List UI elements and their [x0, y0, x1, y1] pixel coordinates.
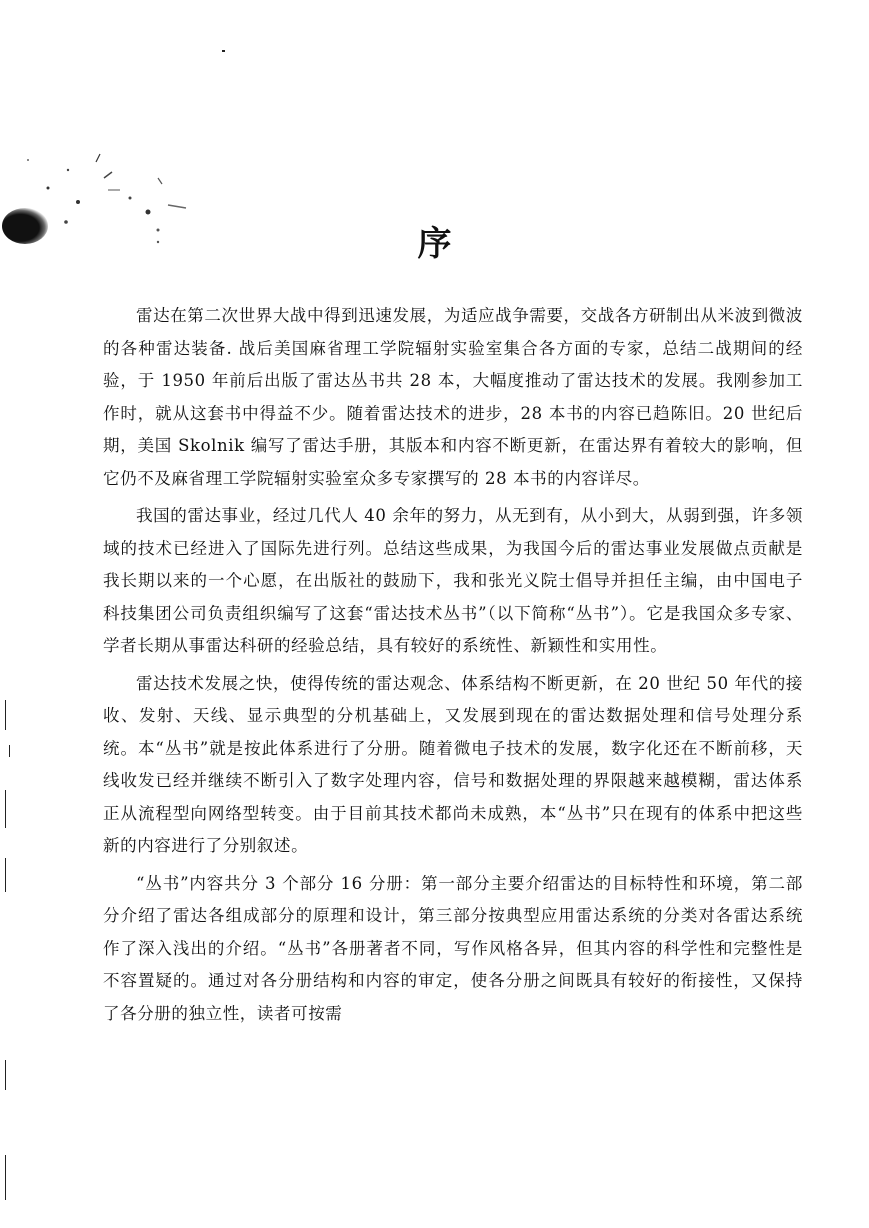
scan-line [5, 700, 6, 730]
body-text [103, 300, 803, 1030]
scan-line [5, 1060, 6, 1090]
paragraph: 我国的雷达事业，经过几代人 40 余年的努力，从无到有，从小到大，从弱到强，许多领域的技术已经进入了国际先进行列。总结这些成果，为我国今后的雷达事业发展做点贡献是我长期以来的一个心愿，在出版社的鼓励下，我和张光义院士倡导并担任主编，由中国电子科技集团公司负责组织编写了这套“雷达技术丛书”（以下简称“丛书”）。它是我国众多专家、学者长期从事雷达科研的经验总结，具有较好的系统性、新颖性和实用性。 [103, 506, 803, 655]
scan-speck [222, 50, 225, 52]
scan-line [5, 790, 6, 828]
scan-line [5, 858, 6, 892]
page-title: 序 [417, 224, 452, 264]
paragraph: “丛书”内容共分 3 个部分 16 分册：第一部分主要介绍雷达的目标特性和环境，第二部分介绍了雷达各组成部分的原理和设计，第三部分按典型应用雷达系统的分类对各雷达系统作了深入浅出的介绍。“丛书”各册著者不同，写作风格各异，但其内容的科学性和完整性是不容置疑的。通过对各分册结构和内容的审定，使各分册之间既具有较好的衔接性，又保持了各分册的独立性，读者可按需 [103, 873, 803, 1023]
paragraph: 雷达在第二次世界大战中得到迅速发展，为适应战争需要，交战各方研制出从米波到微波的各种雷达装备. 战后美国麻省理工学院辐射实验室集合各方面的专家，总结二战期间的经验，于 1950 年前后出版了雷达丛书共 28 本，大幅度推动了雷达技术的发展。我刚参加工作时，就从这套书中得益不少。随着雷达技术的进步，28 本书的内容已趋陈旧。20 世纪后期，美国 Skolnik 编写了雷达手册，其版本和内容不断更新，在雷达界有着较大的影响，但它仍不及麻省理工学院辐射实验室众多专家撰写的 28 本书的内容详尽。 [103, 306, 803, 488]
paragraph: 雷达技术发展之快，使得传统的雷达观念、体系结构不断更新，在 20 世纪 50 年代的接收、发射、天线、显示典型的分机基础上，又发展到现在的雷达数据处理和信号处理分系统。本“丛书”就是按此体系进行了分册。随着微电子技术的发展，数字化还在不断前移，天线收发已经并继续不断引入了数字处理内容，信号和数据处理的界限越来越模糊，雷达体系正从流程型向网络型转变。由于目前其技术都尚未成熟，本“丛书”只在现有的体系中把这些新的内容进行了分别叙述。 [103, 673, 803, 855]
scan-line [5, 1155, 6, 1200]
scan-line [9, 745, 10, 757]
